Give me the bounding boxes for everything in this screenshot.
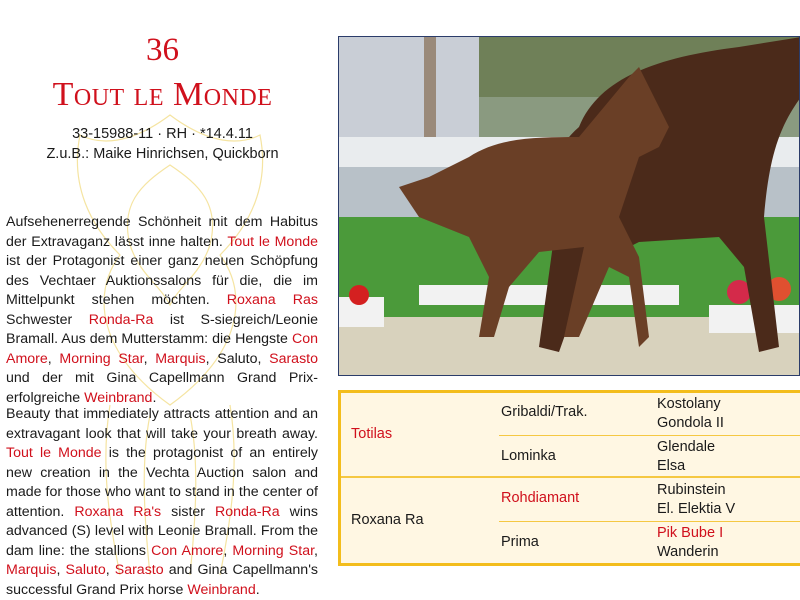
pedigree-ancestor: Pik Bube I: [657, 524, 724, 541]
pedigree-sire-dam: Lominka: [501, 447, 556, 464]
lot-number: 36: [146, 32, 179, 68]
text-segment: .: [152, 389, 157, 406]
pedigree-sire-dam-parents: [657, 438, 715, 476]
pedigree-ancestor: Elsa: [657, 457, 686, 474]
text-segment: , Saluto,: [205, 350, 270, 367]
horse-photo: [338, 36, 800, 376]
text-segment: wins advanced (S) level with Leonie Bramall. From the dam line: the stallions: [6, 503, 318, 559]
text-segment: Schwester: [6, 311, 89, 328]
pedigree-sire-sire-branch: [499, 393, 800, 435]
text-segment: und der mit Gina Capellmann Grand Prix-erfolgreiche: [6, 370, 318, 406]
description-english: [6, 405, 318, 600]
text-segment: Beauty that immediately attracts attention and an extravagant look that will take your breath away.: [6, 406, 318, 442]
registration-info: 33-15988-11 · RH · *14.4.11: [72, 126, 253, 142]
horse-name: Tout le Monde: [52, 76, 273, 113]
text-segment: .: [255, 581, 260, 598]
highlighted-name: Sarasto: [114, 562, 164, 578]
pedigree-dam-dam-branch: [499, 521, 800, 564]
highlighted-name: Tout le Monde: [6, 445, 102, 461]
pedigree-ancestor: Kostolany: [657, 396, 721, 412]
highlighted-name: Tout le Monde: [227, 233, 318, 250]
text-segment: ,: [314, 542, 318, 559]
highlighted-name: Saluto: [65, 562, 106, 578]
pedigree-sire-branch: [341, 393, 800, 476]
text-segment: sister: [161, 503, 215, 520]
highlighted-name: Ronda-Ra: [214, 503, 280, 520]
text-segment: and Gina Capellmann's successful Grand Prix horse: [6, 562, 318, 598]
photo-illustration: [339, 37, 800, 376]
pedigree-dam-dam: Prima: [501, 533, 539, 550]
highlighted-name: Con Amore: [151, 542, 224, 559]
pedigree-dam: Roxana Ra: [351, 512, 424, 528]
pedigree-dam-branch: [341, 476, 800, 563]
pedigree-sire: Totilas: [351, 426, 393, 442]
pedigree-ancestor: Gondola II: [657, 415, 724, 431]
pedigree-ancestor: Rubinstein: [657, 482, 726, 498]
pedigree-dam-sire-parents: [657, 481, 735, 519]
text-segment: ,: [56, 562, 66, 578]
description-german: [6, 213, 318, 408]
highlighted-name: Weinbrand: [84, 389, 153, 406]
text-segment: ,: [47, 350, 60, 367]
highlighted-name: Marquis: [6, 562, 57, 578]
pedigree-ancestor: Wanderin: [657, 543, 719, 560]
pedigree-sire-sire: Gribaldi/Trak.: [501, 404, 588, 420]
text-segment: ist S-siegreich/Leonie Bramall. Aus dem Mutterstamm: die Hengste: [6, 311, 318, 347]
pedigree-dam-sire-branch: [499, 478, 800, 521]
pedigree-table: [338, 390, 800, 566]
pedigree-dam-dam-parents: [657, 524, 723, 562]
text-segment: ,: [223, 542, 233, 559]
highlighted-name: Morning Star: [59, 350, 144, 367]
highlighted-name: Con Amore: [6, 331, 318, 367]
highlighted-name: Weinbrand: [187, 581, 256, 598]
text-segment: ist der Protagonist einer ganz neuen Schöpfung des Vechtaer Auktionssalons für die, die im Mittelpunkt stehen möchten.: [6, 253, 318, 308]
pedigree-dam-sire: Rohdiamant: [501, 490, 580, 506]
text-segment: Aufsehenerregende Schönheit mit dem Habitus der Extravaganz lässt inne halten.: [6, 214, 318, 250]
highlighted-name: Ronda-Ra: [88, 311, 154, 328]
highlighted-name: Sarasto: [269, 350, 319, 367]
pedigree-sire-dam-branch: [499, 435, 800, 477]
pedigree-ancestor: El. Elektia V: [657, 501, 736, 517]
breeder-info: Z.u.B.: Maike Hinrichsen, Quickborn: [46, 146, 279, 162]
pedigree-ancestor: Glendale: [657, 438, 716, 455]
text-segment: ,: [105, 562, 115, 578]
highlighted-name: Roxana Ra's: [74, 503, 162, 520]
highlighted-name: Morning Star: [232, 542, 315, 559]
highlighted-name: Marquis: [155, 350, 206, 367]
pedigree-sire-sire-parents: [657, 395, 724, 433]
highlighted-name: Roxana Ras: [226, 292, 318, 308]
text-segment: is the protagonist of an entirely new creation in the Vechta Auction salon and made for those who want to stand in the center of attention.: [6, 445, 318, 520]
text-segment: ,: [143, 350, 156, 367]
